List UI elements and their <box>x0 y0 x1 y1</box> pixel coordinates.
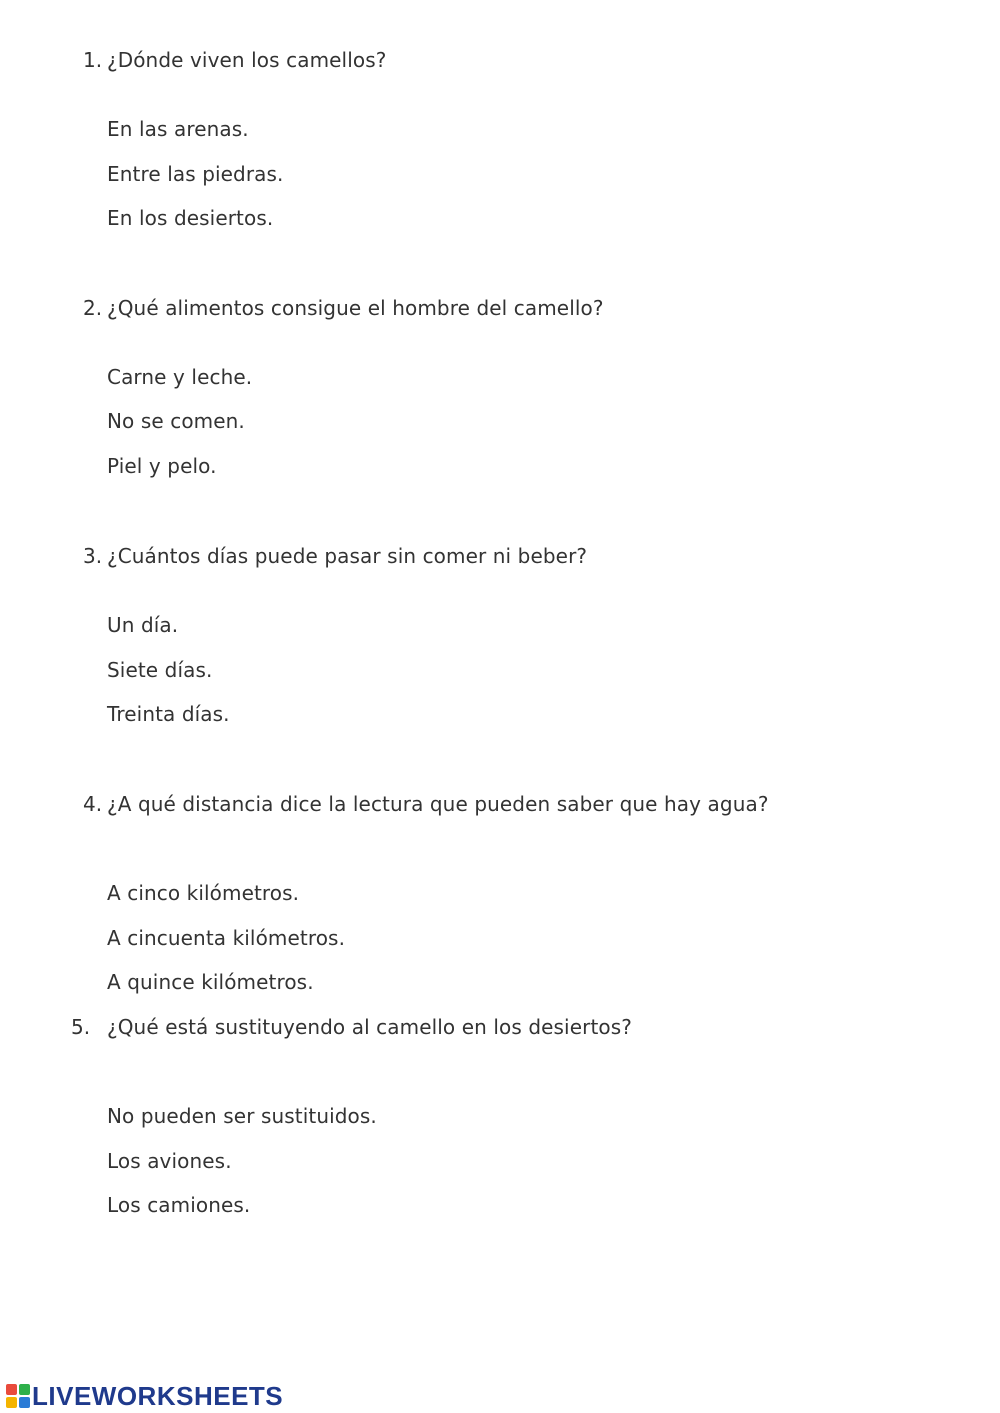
answer-option[interactable]: Treinta días. <box>107 702 230 726</box>
question-text: ¿A qué distancia dice la lectura que pueden saber que hay agua? <box>107 792 769 816</box>
blocks-icon <box>6 1384 30 1408</box>
answer-option[interactable]: No se comen. <box>107 409 245 433</box>
answer-option[interactable]: Los aviones. <box>107 1149 232 1173</box>
answer-option[interactable]: Un día. <box>107 613 179 637</box>
question-text: ¿Qué está sustituyendo al camello en los desiertos? <box>107 1015 632 1039</box>
answer-option[interactable]: Los camiones. <box>107 1193 251 1217</box>
answer-option[interactable]: Siete días. <box>107 658 213 682</box>
question-number: 1. <box>83 48 103 72</box>
answer-option[interactable]: No pueden ser sustituidos. <box>107 1104 377 1128</box>
liveworksheets-logo <box>6 1381 283 1411</box>
answer-option[interactable]: Piel y pelo. <box>107 454 217 478</box>
answer-option[interactable]: Carne y leche. <box>107 365 253 389</box>
question-number: 2. <box>83 296 103 320</box>
answer-option[interactable]: A cincuenta kilómetros. <box>107 926 346 950</box>
question-number: 5. <box>71 1015 91 1039</box>
answer-option[interactable]: A quince kilómetros. <box>107 970 314 994</box>
answer-option[interactable]: Entre las piedras. <box>107 162 284 186</box>
question-text: ¿Qué alimentos consigue el hombre del camello? <box>107 296 604 320</box>
answer-option[interactable]: En las arenas. <box>107 117 249 141</box>
question-text: ¿Dónde viven los camellos? <box>107 48 387 72</box>
brand-name: LIVEWORKSHEETS <box>32 1381 284 1411</box>
question-text: ¿Cuántos días puede pasar sin comer ni beber? <box>107 544 588 568</box>
question-number: 4. <box>83 792 103 816</box>
answer-option[interactable]: A cinco kilómetros. <box>107 881 300 905</box>
answer-option[interactable]: En los desiertos. <box>107 206 274 230</box>
question-number: 3. <box>83 544 103 568</box>
